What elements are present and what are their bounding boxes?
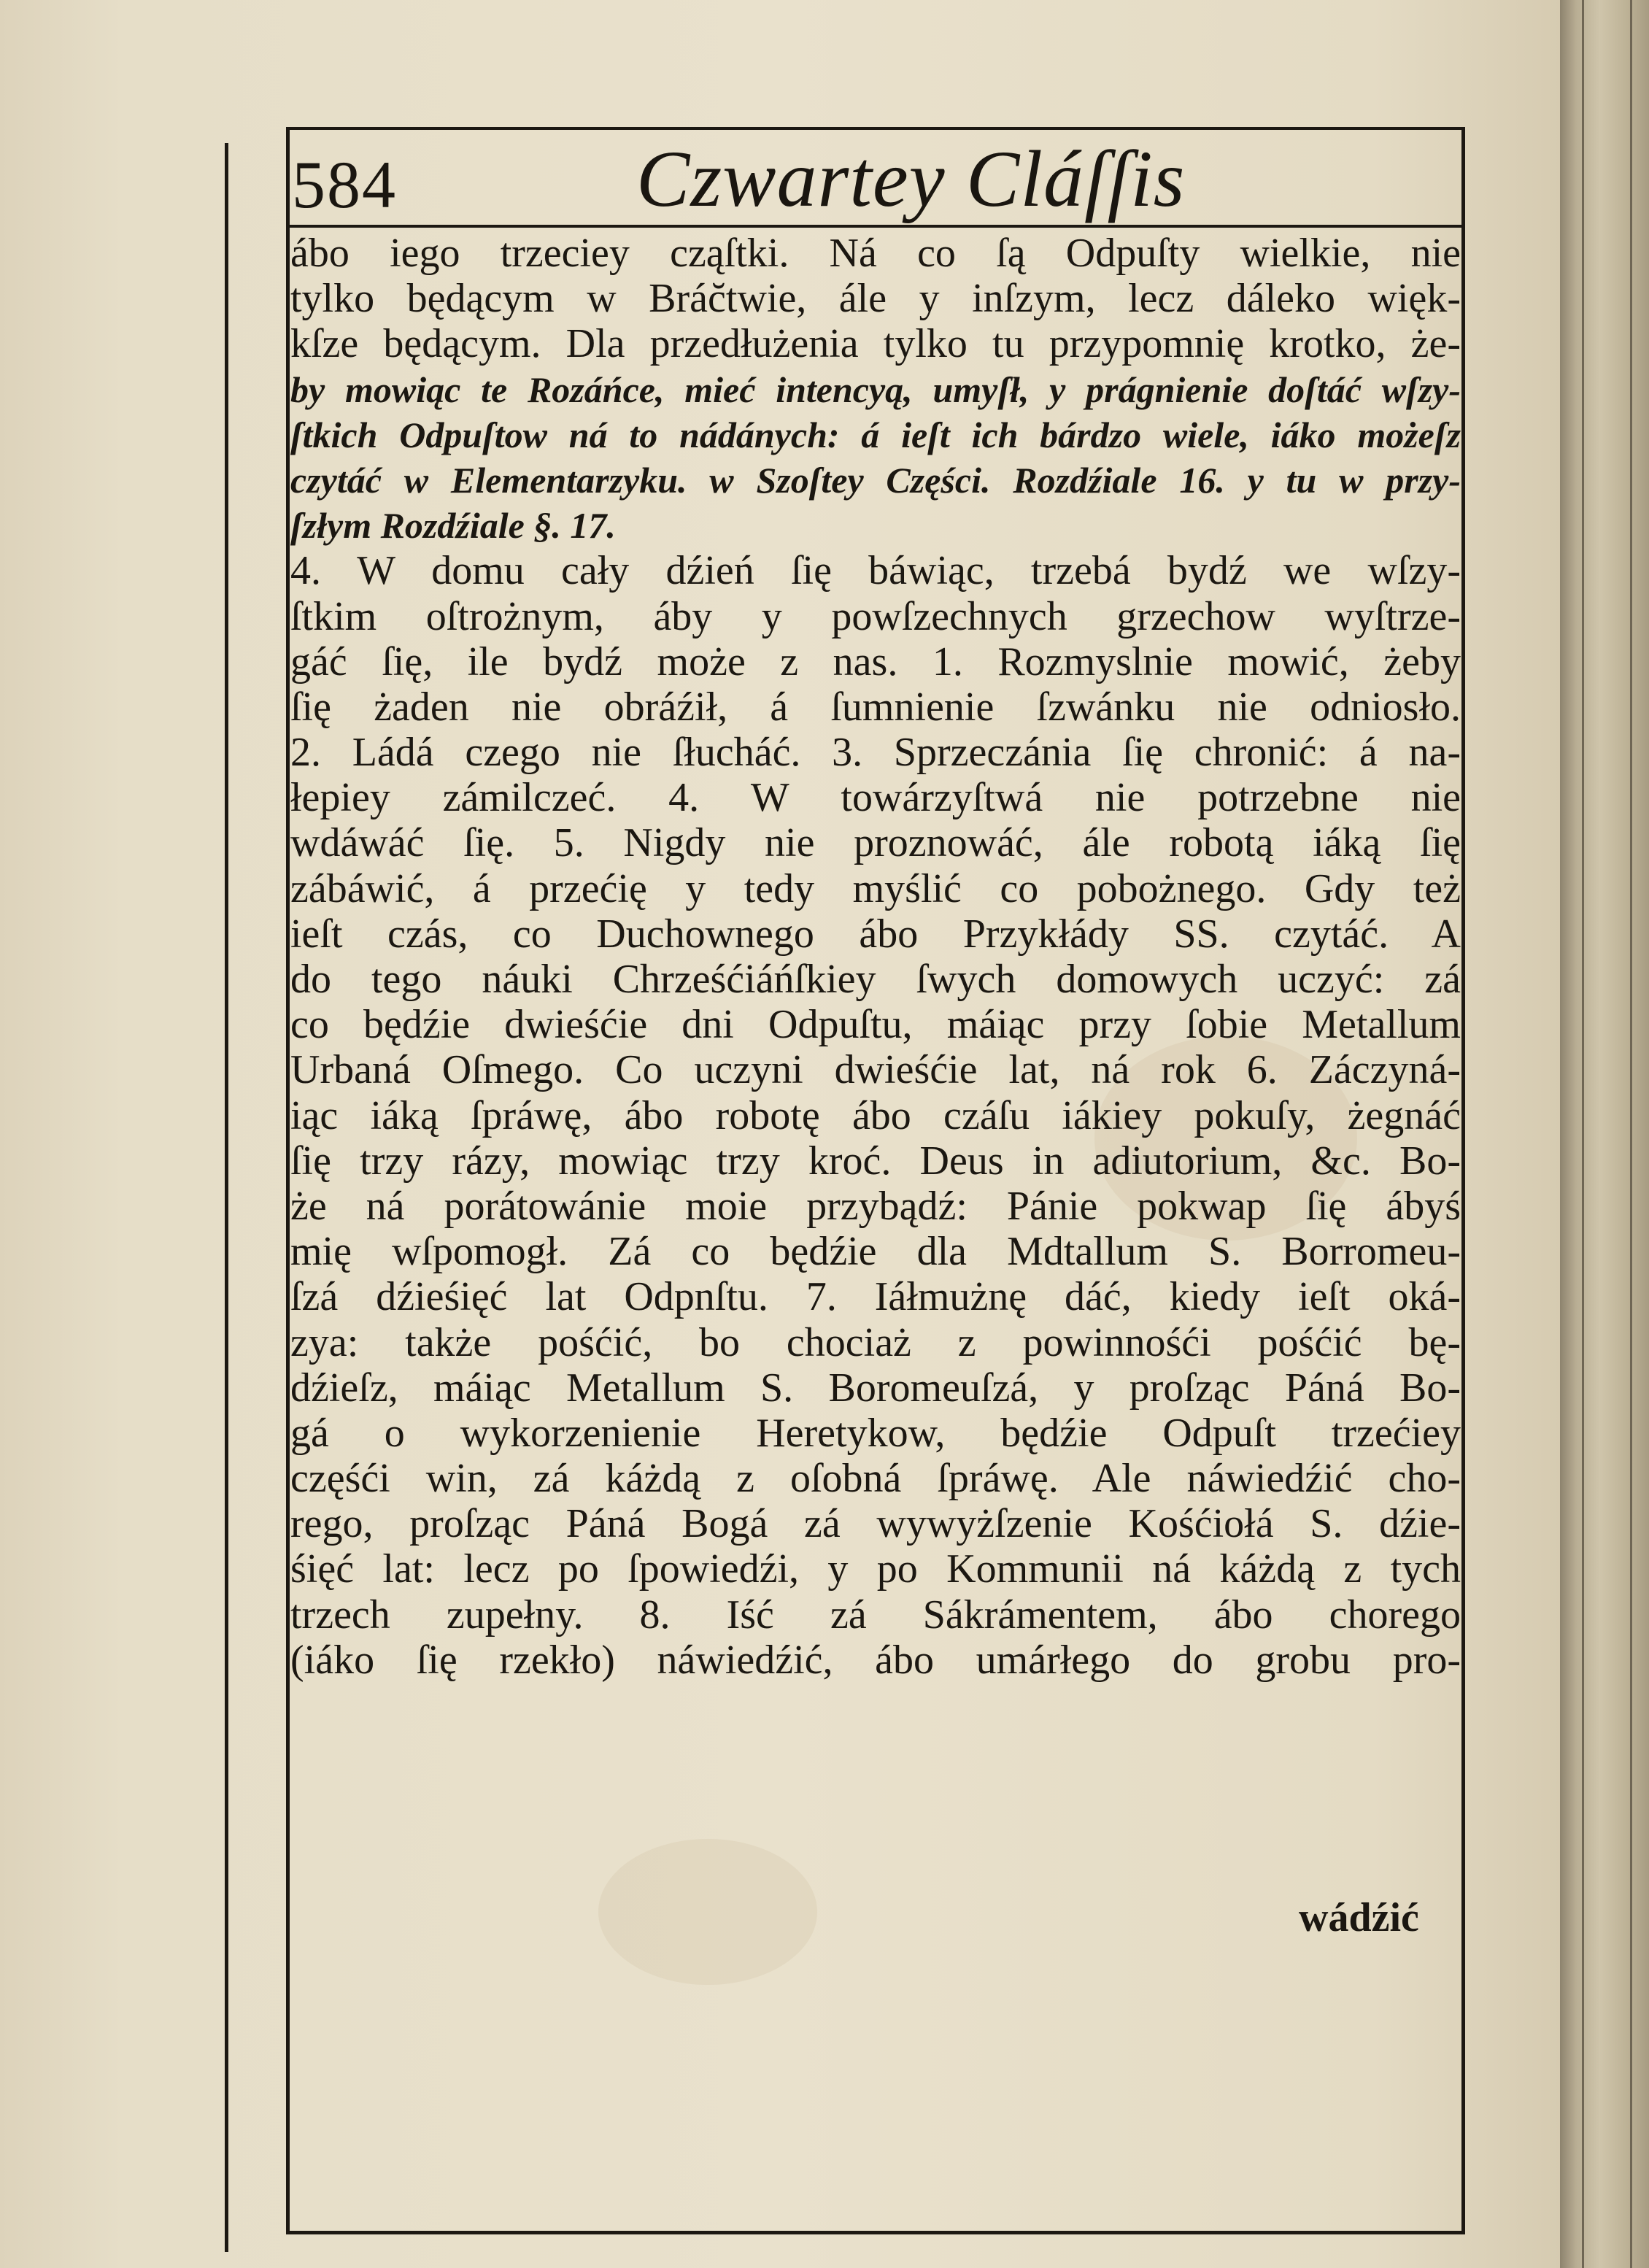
text-line: ſtkim oſtrożnym, áby y powſzechnych grzechow wyſtrze- <box>290 593 1461 639</box>
text-line: iąc iáką ſpráwę, ábo robotę ábo czáſu iákiey pokuſy, żegnáć <box>290 1092 1461 1138</box>
text-line: tylko będącym w Brác̆twie, ále y inſzym, lecz dáleko więk- <box>290 276 1461 322</box>
text-line: Urbaná Oſmego. Co uczyni dwieśćie lat, ná rok 6. Záczyná- <box>290 1047 1461 1093</box>
text-line: ſię żaden nie obráźił, á ſumnienie ſzwánku nie odniosło. <box>290 684 1461 730</box>
text-line: ieſt czás, co Duchownego ábo Przykłády SS. czytáć. A <box>290 911 1461 957</box>
text-line: ſzłym Rozdźiale §. 17. <box>290 505 616 547</box>
text-line: zábáwić, á przećię y tedy myślić co pobożnego. Gdy też <box>290 865 1461 911</box>
page-header <box>286 130 1465 223</box>
text-line: czytáć w Elementarzyku. w Szoſtey Części. Rozdźiale 16. y tu w przy- <box>290 459 1461 501</box>
text-line: ſię trzy rázy, mowiąc trzy kroć. Deus in adiutorium, &c. Bo- <box>290 1138 1461 1184</box>
text-line: wdáwáć ſię. 5. Nigdy nie proznowáć, ále robotą iáką ſię <box>290 820 1461 866</box>
gutter-edge <box>1582 0 1584 2268</box>
text-line: częśći win, zá káżdą z oſobná ſpráwę. Ale náwiedźić cho- <box>290 1456 1461 1502</box>
text-line: ábo iego trzeciey cząſtki. Ná co ſą Odpuſty wielkie, nie <box>290 231 1461 276</box>
text-line: ſtkich Odpuſtow ná to nádánych: á ieſt ich bárdzo wiele, iáko możeſz <box>290 414 1461 455</box>
text-line: 2. Ládá czego nie ſłucháć. 3. Sprzeczánia ſię chronić: á na- <box>290 730 1461 776</box>
page-number: 584 <box>292 147 397 222</box>
text-line: zya: także pośćić, bo chociaż z powinnośći pośćić bę- <box>290 1319 1461 1365</box>
catchword: wádźić <box>1299 1895 1419 1940</box>
text-line: kſze będącym. Dla przedłużenia tylko tu przypomnię krotko, że- <box>290 321 1461 367</box>
book-gutter <box>1560 0 1649 2268</box>
text-line: 4. W domu cały dźień ſię báwiąc, trzebá bydź we wſzy- <box>290 548 1461 594</box>
text-line: rego, proſząc Páná Bogá zá wywyżſzenie Kośćiołá S. dźie- <box>290 1501 1461 1547</box>
text-line: (iáko ſię rzekło) náwiedźić, ábo umárłego do grobu pro- <box>290 1637 1461 1683</box>
text-line: gáć ſię, ile bydź może z nas. 1. Rozmyslnie mowić, żeby <box>290 639 1461 684</box>
text-line: ſzá dźieśięć lat Odpnſtu. 7. Iáłmużnę dáć, kiedy ieſt oká- <box>290 1274 1461 1320</box>
text-line: gá o wykorzenienie Heretykow, będźie Odpuſt trzećiey <box>290 1410 1461 1456</box>
text-line: by mowiąc te Rozáńce, mieć intencyą, umyſł, y prágnienie doſtáć wſzy- <box>290 369 1461 410</box>
text-line: że ná porátowánie moie przybądź: Pánie pokwap ſię ábyś <box>290 1183 1461 1229</box>
running-title: Czwartey Cláſſis <box>636 134 1186 223</box>
text-line: mię wſpomogł. Zá co będźie dla Mdtallum S. Borromeu- <box>290 1229 1461 1275</box>
text-line: łepiey zámilczeć. 4. W towárzyſtwá nie potrzebne nie <box>290 775 1461 821</box>
gutter-edge <box>1630 0 1632 2268</box>
margin-rule <box>225 143 228 2252</box>
text-line: dźieſz, máiąc Metallum S. Boromeuſzá, y proſząc Páná Bo- <box>290 1365 1461 1411</box>
text-line: co będźie dwieśćie dni Odpuſtu, máiąc przy ſobie Metallum <box>290 1002 1461 1048</box>
text-line: trzech zupełny. 8. Iść zá Sákrámentem, ábo chorego <box>290 1592 1461 1638</box>
body-text <box>290 231 1461 1683</box>
text-line: do tego náuki Chrześćiáńſkiey ſwych domowych uczyć: zá <box>290 957 1461 1002</box>
text-line: śięć lat: lecz po ſpowiedźi, y po Kommunii ná káżdą z tych <box>290 1546 1461 1592</box>
